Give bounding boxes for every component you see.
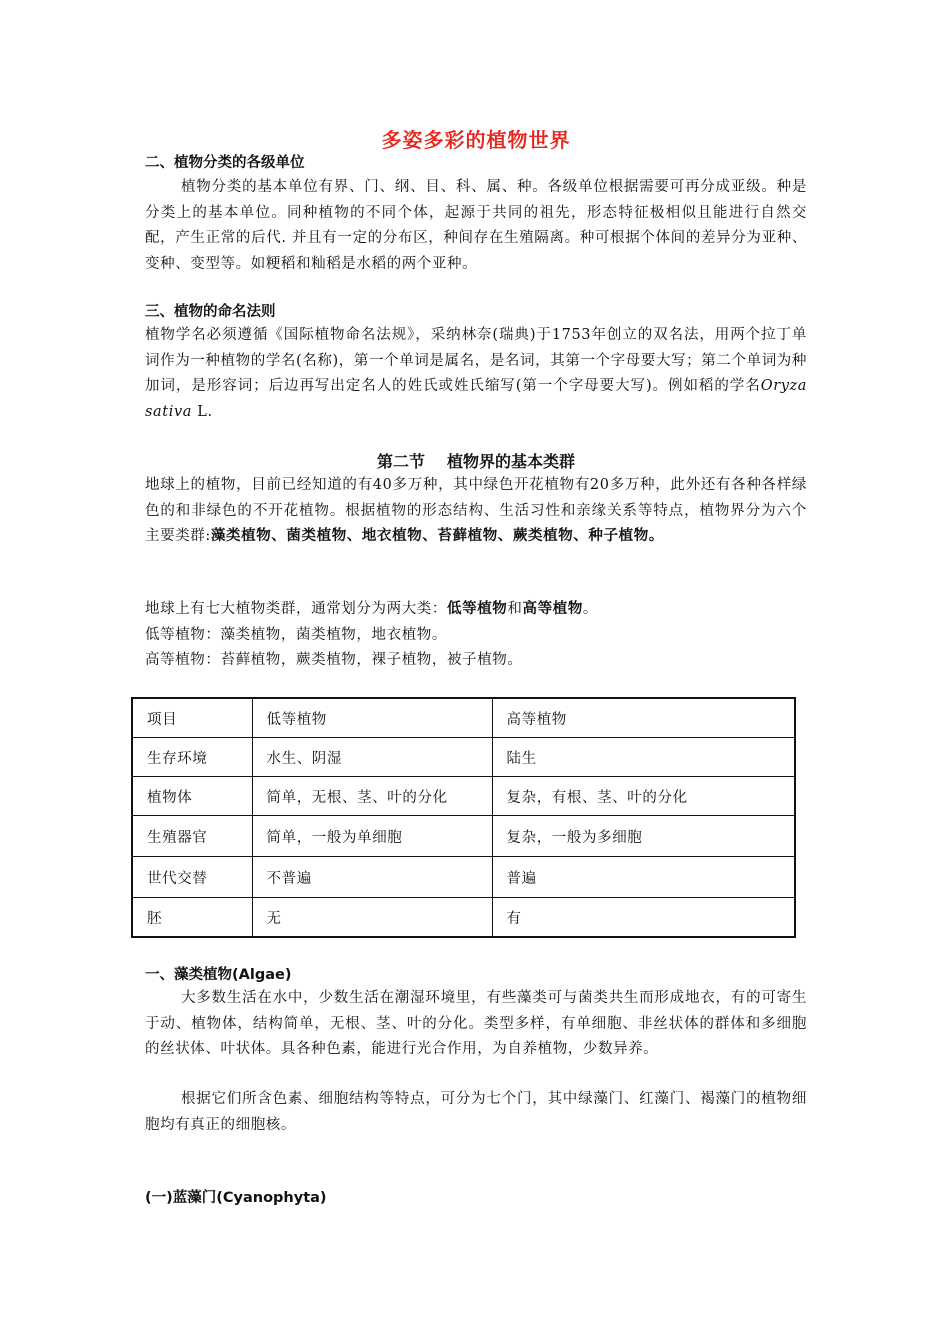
heading-classification-units: 二、植物分类的各级单位 [145,155,305,171]
lower-plants-line: 低等植物：藻类植物，菌类植物，地衣植物。 [145,626,447,643]
table-row [132,898,795,938]
table-row [132,738,795,777]
heading-naming-rules: 三、植物的命名法则 [145,304,276,320]
table-cell: 生殖器官 [132,816,252,857]
table-cell: 有 [492,898,795,938]
chapter-title: 植物界的基本类群 [447,452,576,471]
chapter-heading [145,449,807,472]
paragraph-algae-2: 根据它们所含色素、细胞结构等特点，可分为七个门，其中绿藻门、红藻门、褐藻门的植物细胞均有真正的细胞核。 [145,1091,807,1133]
paragraph-naming-rules [145,323,807,425]
table-cell: 胚 [132,898,252,938]
table-header-row [132,698,795,738]
table-row [132,777,795,816]
paragraph-plant-groups [145,473,807,550]
author-abbreviation: L. [192,403,213,420]
table-cell: 项目 [132,698,252,738]
table-cell: 陆生 [492,738,795,777]
chapter-number: 第二节 [376,452,425,471]
table-cell: 水生、阴湿 [252,738,492,777]
paragraph-classification-units: 植物分类的基本单位有界、门、纲、目、科、属、种。各级单位根据需要可再分成亚级。种是分类上的基本单位。同种植物的不同个体，起源于共同的祖先，形态特征极相似且能进行自然交配，产生正常的后代. 并且有一定的分布区，种间存在生殖隔离。种可根据个体间的差异分为亚种、变种、变型等。如粳稻和籼稻是水稻的两个亚种。 [145,179,807,272]
table-cell: 世代交替 [132,857,252,898]
latin-name-example: Oryza sativa [145,378,807,420]
table-cell: 无 [252,898,492,938]
higher-plants-line: 高等植物：苔藓植物，蕨类植物，裸子植物，被子植物。 [145,652,523,668]
naming-rules-text: 植物学名必须遵循《国际植物命名法规》，采纳林奈(瑞典)于1753年创立的双名法，用两个拉丁单词作为一种植物的学名(名称)，第一个单词是属名，是名词，其第一个字母要大写；第二个单词为种加词，是形容词；后边再写出定名人的姓氏或姓氏缩写(第一个字母要大写)。例如稻的学名 [145,327,807,394]
paragraph-seven-groups [145,597,807,674]
table-row [132,857,795,898]
table-cell: 简单，一般为单细胞 [252,816,492,857]
page-title: 多姿多彩的植物世界 [381,128,571,152]
table-cell: 高等植物 [492,698,795,738]
period: 。 [582,601,599,617]
table-row [132,816,795,857]
comparison-table [131,697,796,938]
heading-algae: 一、藻类植物(Algae) [145,967,292,983]
paragraph-algae-1: 大多数生活在水中，少数生活在潮湿环境里，有些藻类可与菌类共生而形成地衣，有的可寄生于动、植物体，结构简单，无根、茎、叶的分化。类型多样，有单细胞、非丝状体的群体和多细胞的丝状体、叶状体。具各种色素，能进行光合作用，为自养植物，少数异养。 [145,990,807,1057]
table-cell: 不普遍 [252,857,492,898]
plant-groups-text: 地球上的植物，目前已经知道的有40多万种，其中绿色开花植物有20多万种，此外还有各种各样绿色的和非绿色的不开花植物。根据植物的形态结构、生活习性和亲缘关系等特点，植物界分为六个主要类群: [145,477,807,544]
table-cell: 生存环境 [132,738,252,777]
conjunction: 和 [507,601,523,617]
higher-plants-term: 高等植物 [522,601,583,617]
table-cell: 普遍 [492,857,795,898]
heading-cyanophyta: (一)蓝藻门(Cyanophyta) [145,1190,327,1206]
table-cell: 低等植物 [252,698,492,738]
lower-plants-term: 低等植物 [447,601,508,617]
seven-groups-intro: 地球上有七大植物类群，通常划分为两大类： [145,601,447,617]
table-cell: 复杂，有根、茎、叶的分化 [492,777,795,816]
table-cell: 植物体 [132,777,252,816]
six-groups-list: 藻类植物、菌类植物、地衣植物、苔藓植物、蕨类植物、种子植物。 [210,528,664,544]
table-cell: 简单，无根、茎、叶的分化 [252,777,492,816]
table-cell: 复杂，一般为多细胞 [492,816,795,857]
